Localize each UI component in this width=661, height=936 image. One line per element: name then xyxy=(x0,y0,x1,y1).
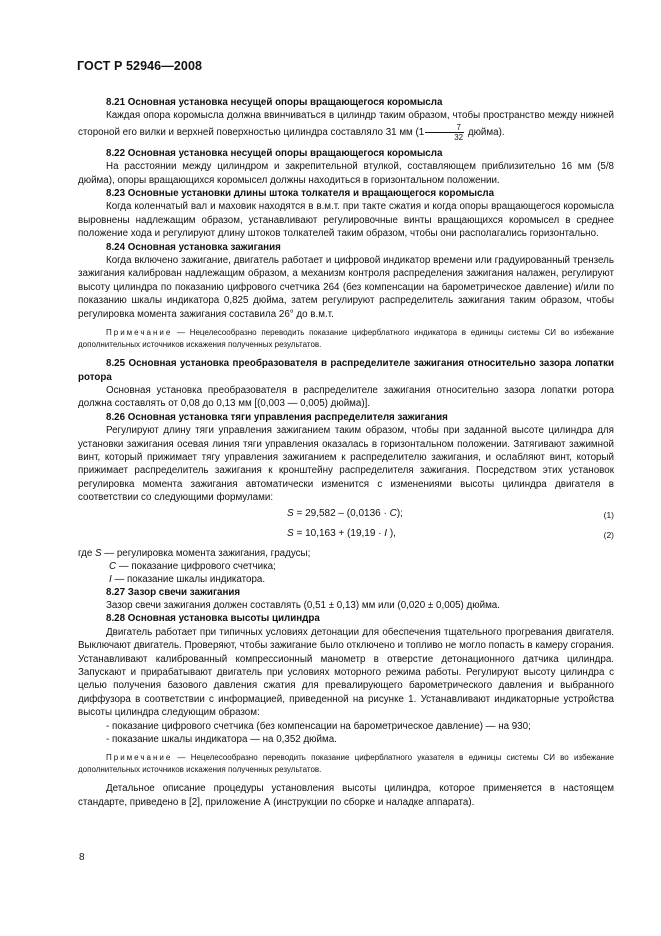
formula-legend: где S — регулировка момента зажигания, градусы; C — показание цифрового счетчика; I — показание шкалы индикатора. xyxy=(78,547,311,585)
page-number: 8 xyxy=(79,852,85,863)
section-8-28-text: Двигатель работает при типичных условиях детонации для обеспечения тщательного прогревания двигателя. Выключают двигатель. Проверяют, чтобы зажигание было отключено и топливо не могло попасть в камеру сгорания. Устанавливают калиброванный компрессионный манометр в отверстие детонационного датчика цилиндра. Запускают и прирабатывают двигатель при условиях моторного режима работы. Регулируют высоту цилиндра с целью получения базового давления сжатия для превалирующего барометрического давления и выбранного диффузора в соответствии с информацией, приведенной на рисунке 1. Устанавливают индикаторные устройства высоты цилиндра следующим образом: xyxy=(78,626,614,719)
formula-1: S = 29,582 – (0,0136 · C); (1) xyxy=(78,505,614,525)
section-8-23-text: Когда коленчатый вал и маховик находятся в в.м.т. при такте сжатия и когда опоры вращающегося коромысла выровнены надлежащим образом, устанавливают регулировочные винты вращающихся коромысел в среднее положение хода и регулируют длину штоков толкателей таким образом, чтобы они располагались горизонтально. xyxy=(78,201,614,240)
section-8-21-text: Каждая опора коромысла должна ввинчиваться в цилиндр таким образом, чтобы пространство между нижней стороной его вилки и верхней поверхностью цилиндра составляло 31 мм (1 $\frac{7}{32}$ дюйма). xyxy=(78,110,614,142)
section-8-21-heading: 8.21 Основная установка несущей опоры вращающегося коромысла xyxy=(106,97,443,108)
formula-2: S = 10,163 + (19,19 · I ), (2) xyxy=(78,525,614,545)
section-8-27-heading: 8.27 Зазор свечи зажигания xyxy=(106,586,241,598)
fraction: $\frac{7}{32}$ xyxy=(425,123,464,142)
section-8-27-text: Зазор свечи зажигания должен составлять (0,51 ± 0,13) мм или (0,020 ± 0,005) дюйма. xyxy=(106,599,500,611)
section-8-24-heading: 8.24 Основная установка зажигания xyxy=(106,241,281,253)
section-8-25-text: Основная установка преобразователя в распределителе зажигания относительно зазора лопатки ротора должна составлять от 0,08 до 0,13 мм [(0,003 — 0,005) дюйма)]. xyxy=(78,384,614,410)
page-body xyxy=(78,96,614,809)
list-item: - показание цифрового счетчика (без компенсации на барометрическое давление) — на 930; xyxy=(106,720,531,732)
formula-1-number: (1) xyxy=(603,509,614,520)
section-8-28-heading: 8.28 Основная установка высоты цилиндра xyxy=(106,613,320,625)
list-item: - показание шкалы индикатора — на 0,352 дюйма. xyxy=(106,734,337,746)
section-8-24-note: Примечание — Нецелесообразно переводить показание циферблатного индикатора в единицы системы СИ во избежание дополнительных источников искажения полученных результатов. xyxy=(78,328,614,350)
section-8-22-heading: 8.22 Основная установка несущей опоры вращающегося коромысла xyxy=(106,147,443,159)
section-8-24-text: Когда включено зажигание, двигатель работает и цифровой индикатор времени или градуированный трензель зажигания калиброван надлежащим образом, а механизм контроля распределения зажигания налажен, регулируют высоту цилиндра по показанию цифрового счетчика 264 (без компенсации на барометрическое давление) и/или по показанию шкалы индикатора 0,825 дюйма, затем регулируют распределитель зажигания таким образом, чтобы регулировка момента зажигания составила 26° до в.м.т. xyxy=(78,255,614,320)
section-8-25-heading: 8.25 Основная установка преобразователя в распределителе зажигания относительно зазора лопатки ротора xyxy=(78,358,614,383)
section-8-22-text: На расстоянии между цилиндром и закрепительной втулкой, составляющем приблизительно 16 мм (5/8 дюйма), опоры вращающихся коромысел должны находиться в горизонтальном положении. xyxy=(78,161,614,186)
section-8-23-heading: 8.23 Основные установки длины штока толкателя и вращающегося коромысла xyxy=(106,188,495,200)
section-8-28-closing: Детальное описание процедуры установления высоты цилиндра, которое применяется в настоящем стандарте, приведено в [2], приложение А (инструкции по сборке и наладке аппарата). xyxy=(78,783,614,808)
formula-2-number: (2) xyxy=(603,529,614,540)
document-header: ГОСТ Р 52946—2008 xyxy=(77,59,203,73)
section-8-26-heading: 8.26 Основная установка тяги управления распределителя зажигания xyxy=(106,411,448,423)
section-8-28-note: Примечание — Нецелесообразно переводить показание циферблатного указателя в единицы системы СИ во избежание дополнительных источников искажения полученных результатов. xyxy=(78,753,614,775)
section-8-26-text: Регулируют длину тяги управления зажиганием таким образом, чтобы при заданной высоте цилиндра для установки зажигания осевая линия тяги управления оказалась в горизонтальном положении. Затягивают зажимной винт, который прижимает тягу управления зажиганием к распределителю зажигания, и ослабляют винт, который прижимает распределитель зажигания к кронштейну распределителя зажигания. Посредством этих установок регулировка момента зажигания автоматически изменится с изменениями высоты цилиндра двигателя в соответствии со следующими формулами: xyxy=(78,425,614,504)
